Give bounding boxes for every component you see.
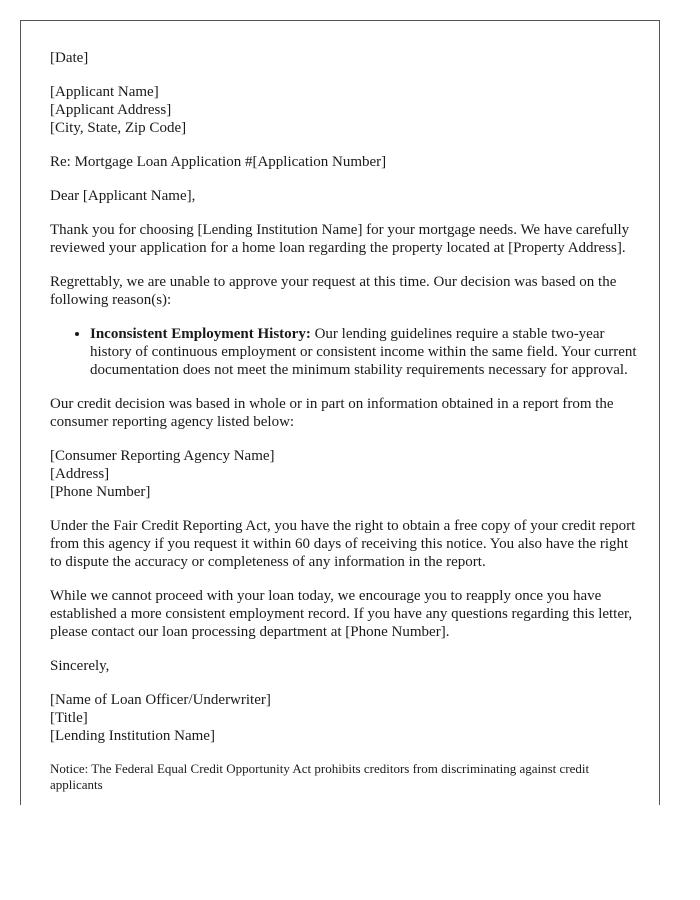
closing-paragraph: While we cannot proceed with your loan today, we encourage you to reapply once you have established a more consistent employment record. If you have any questions regarding this letter, please contact our loan processing department at [Phone Number]. [50, 588, 633, 640]
date-line [50, 49, 640, 67]
salutation: Dear [Applicant Name], [50, 188, 196, 204]
reason-text: Our lending guidelines require a stable two-year history of continuous employment or consistent income within the same field. Your current documentation does not meet the minimum stability requirements necessary for approval. [90, 326, 637, 378]
agency-address: [Address] [50, 466, 110, 482]
applicant-address-block [50, 83, 640, 137]
date-text: [Date] [50, 50, 89, 66]
credit-source-paragraph: Our credit decision was based in whole or in part on information obtained in a report from the consumer reporting agency listed below: [50, 396, 614, 430]
fcra-paragraph: Under the Fair Credit Reporting Act, you have the right to obtain a free copy of your credit report from this agency if you request it within 60 days of receiving this notice. You also have the right to dispute the accuracy or completeness of any information in the report. [50, 518, 636, 570]
agency-block [50, 447, 640, 501]
signoff: Sincerely, [50, 658, 110, 674]
signature-block [50, 691, 640, 745]
signature-name: [Name of Loan Officer/Underwriter] [50, 692, 271, 708]
applicant-name: [Applicant Name] [50, 84, 159, 100]
agency-phone: [Phone Number] [50, 484, 151, 500]
agency-name: [Consumer Reporting Agency Name] [50, 448, 275, 464]
reason-title: Inconsistent Employment History: [90, 326, 311, 342]
letter-page [20, 20, 660, 805]
subject-line: Re: Mortgage Loan Application #[Application Number] [50, 154, 387, 170]
letter-body [50, 49, 640, 793]
signature-title: [Title] [50, 710, 88, 726]
ecoa-notice: Notice: The Federal Equal Credit Opportunity Act prohibits creditors from discriminating against credit applicants [50, 761, 590, 792]
applicant-city-state-zip: [City, State, Zip Code] [50, 120, 187, 136]
signature-institution: [Lending Institution Name] [50, 728, 215, 744]
applicant-address: [Applicant Address] [50, 102, 172, 118]
decision-paragraph: Regrettably, we are unable to approve your request at this time. Our decision was based on the following reason(s): [50, 274, 617, 308]
reasons-list [50, 325, 640, 379]
reason-item [90, 325, 640, 379]
intro-paragraph: Thank you for choosing [Lending Institution Name] for your mortgage needs. We have carefully reviewed your application for a home loan regarding the property located at [Property Address]. [50, 222, 630, 256]
